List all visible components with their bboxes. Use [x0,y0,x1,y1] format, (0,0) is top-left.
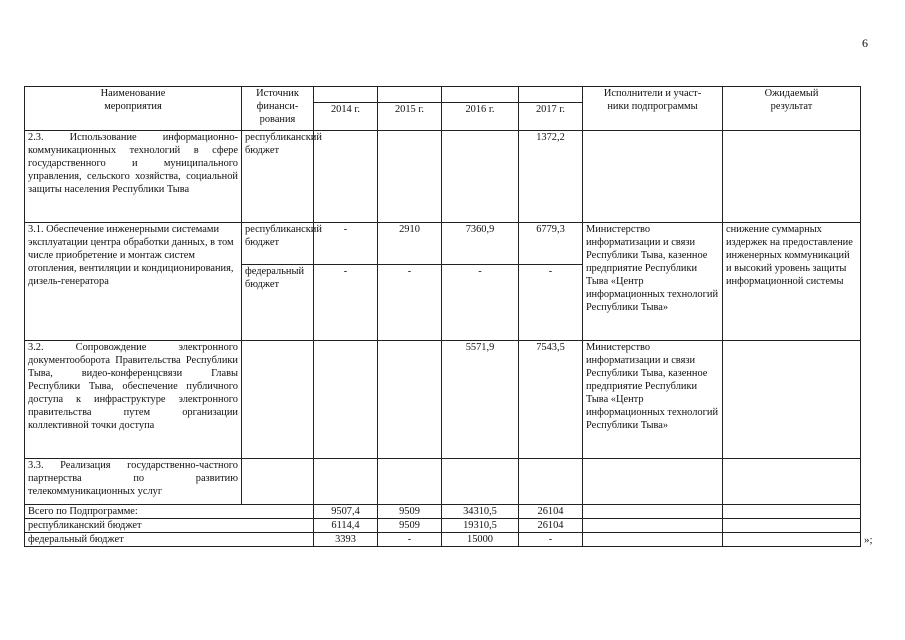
header-name: Наименование мероприятия [25,87,242,131]
value-2014: 6114,4 [314,519,378,533]
value-2015: 9509 [378,505,442,519]
value-2017: 26104 [519,505,583,519]
value-2017: 26104 [519,519,583,533]
header-year: 2016 г. [442,103,519,131]
expected-result [723,131,861,223]
executors [583,131,723,223]
expected-result [723,341,861,459]
totals-label: Всего по Подпрограмме: [25,505,314,519]
subprogram-table [24,86,861,547]
expected-result [723,459,861,505]
value-2014 [314,341,378,459]
totals-row [25,519,861,533]
value-2016: 5571,9 [442,341,519,459]
value-2015 [378,341,442,459]
header-year: 2014 г. [314,103,378,131]
executors [583,459,723,505]
value-2015 [378,131,442,223]
totals-row [25,505,861,519]
totals-label: республиканский бюджет [25,519,314,533]
funding-source: федеральный бюджет [242,265,314,341]
header-year: 2017 г. [519,103,583,131]
value-2016 [442,459,519,505]
funding-source: республиканский бюджет [242,223,314,265]
activity-name: 3.3. Реализация государственно-частного партнерства по развитию телекоммуникационных услуг [25,459,242,505]
activity-name: 2.3. Использование информационно-коммуникационных технологий в сфере государственного и муниципального управления, сельского хозяйства, социальной защиты населения Республики Тыва [25,131,242,223]
value-2016: 15000 [442,533,519,547]
value-2016: - [442,265,519,341]
value-2015 [378,459,442,505]
activity-name: 3.1. Обеспечение инженерными системами эксплуатации центра обработки данных, в том числе приобретение и монтаж систем отопления, вентиляции и кондиционирования, дизель-генератора [25,223,242,341]
table-row [25,459,861,505]
value-2014: - [314,223,378,265]
value-2015: 9509 [378,519,442,533]
executors: Министерство информатизации и связи Республики Тыва, казенное предприятие Республики Тыва «Центр информационных технологий Республики Тыва» [583,341,723,459]
value-2014: 9507,4 [314,505,378,519]
table-row [25,341,861,459]
value-2014: - [314,265,378,341]
table-row [25,131,861,223]
value-2016: 34310,5 [442,505,519,519]
value-2016: 19310,5 [442,519,519,533]
totals-label: федеральный бюджет [25,533,314,547]
value-2016: 7360,9 [442,223,519,265]
value-2017: 7543,5 [519,341,583,459]
funding-source [242,341,314,459]
value-2014 [314,131,378,223]
value-2017: - [519,265,583,341]
header-executors: Исполнители и участ- ники подпрограммы [583,87,723,131]
value-2016 [442,131,519,223]
header-source: Источник финанси- рования [242,87,314,131]
value-2017 [519,459,583,505]
value-2017: 1372,2 [519,131,583,223]
header-row [25,87,861,103]
closing-quote-mark: »; [864,534,873,546]
header-result: Ожидаемый результат [723,87,861,131]
header-year: 2015 г. [378,103,442,131]
value-2015: - [378,265,442,341]
expected-result: снижение суммарных издержек на предоставление инженерных коммуникаций и высокий уровень защиты информационной системы [723,223,861,341]
executors: Министерство информатизации и связи Республики Тыва, казенное предприятие Республики Тыва «Центр информационных технологий Республики Тыва» [583,223,723,341]
value-2015: - [378,533,442,547]
value-2017: - [519,533,583,547]
value-2015: 2910 [378,223,442,265]
funding-source [242,459,314,505]
table-row [25,223,861,265]
funding-source: республиканский бюджет [242,131,314,223]
activity-name: 3.2. Сопровождение электронного документооборота Правительства Республики Тыва, видео-конференцсвязи Главы Республики Тыва, обеспечение публичного доступа к инфраструктуре электронного правительства путем организации коллективной точки доступа [25,341,242,459]
value-2014: 3393 [314,533,378,547]
totals-row [25,533,861,547]
value-2017: 6779,3 [519,223,583,265]
page-number: 6 [862,36,868,50]
value-2014 [314,459,378,505]
